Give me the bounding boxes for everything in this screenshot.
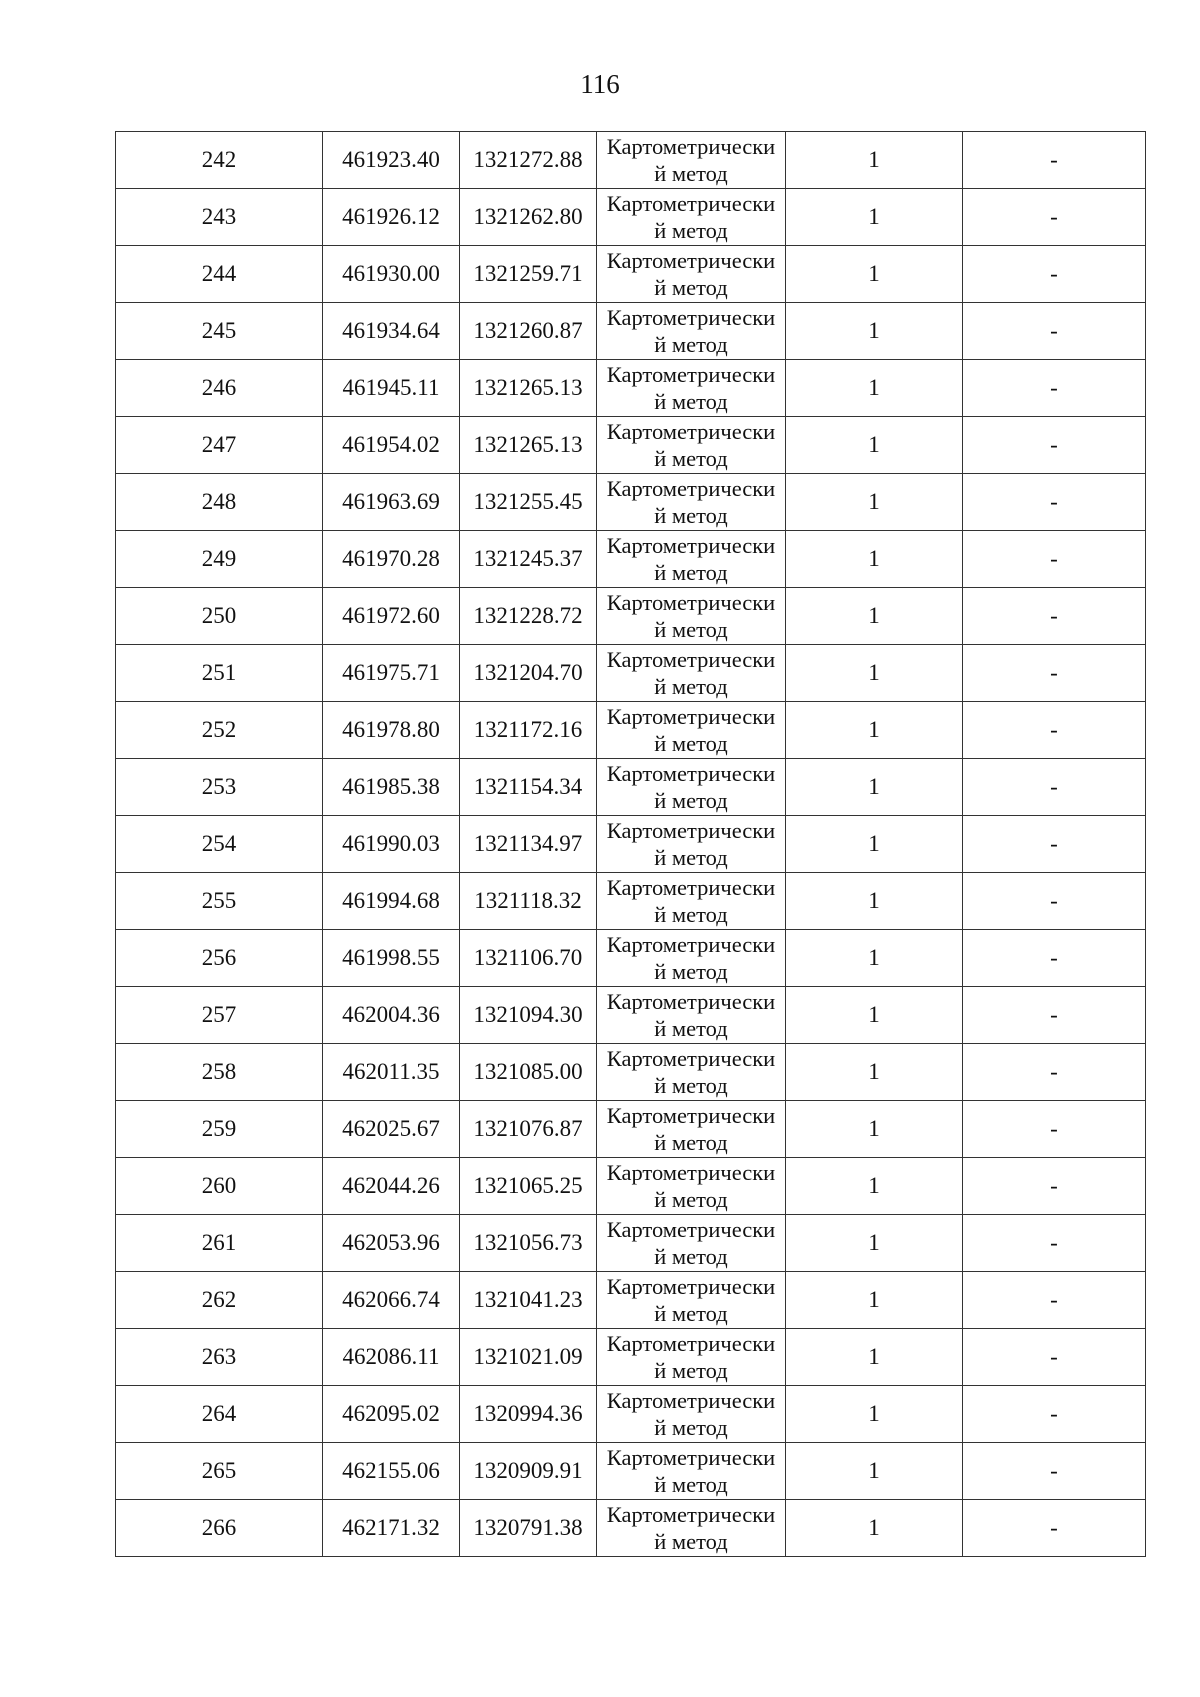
cell-x-coordinate: 461998.55 [323, 930, 460, 987]
cell-method: Картометрически й метод [597, 1443, 786, 1500]
table-row [116, 1101, 1146, 1158]
cell-method: Картометрически й метод [597, 930, 786, 987]
cell-y-coordinate: 1321056.73 [460, 1215, 597, 1272]
cell-point-number: 249 [116, 531, 323, 588]
cell-point-number: 242 [116, 132, 323, 189]
cell-x-coordinate: 462095.02 [323, 1386, 460, 1443]
cell-note: - [963, 702, 1146, 759]
cell-note: - [963, 645, 1146, 702]
cell-point-number: 261 [116, 1215, 323, 1272]
table-row [116, 1044, 1146, 1101]
cell-x-coordinate: 462011.35 [323, 1044, 460, 1101]
cell-note: - [963, 588, 1146, 645]
cell-x-coordinate: 461954.02 [323, 417, 460, 474]
cell-method: Картометрически й метод [597, 360, 786, 417]
cell-accuracy: 1 [786, 588, 963, 645]
table-row [116, 360, 1146, 417]
table-row [116, 303, 1146, 360]
table-row [116, 759, 1146, 816]
cell-point-number: 263 [116, 1329, 323, 1386]
cell-method: Картометрически й метод [597, 1101, 786, 1158]
cell-y-coordinate: 1321172.16 [460, 702, 597, 759]
cell-accuracy: 1 [786, 1500, 963, 1557]
cell-x-coordinate: 461994.68 [323, 873, 460, 930]
cell-note: - [963, 246, 1146, 303]
cell-note: - [963, 1044, 1146, 1101]
cell-y-coordinate: 1321272.88 [460, 132, 597, 189]
table-row [116, 702, 1146, 759]
cell-x-coordinate: 461970.28 [323, 531, 460, 588]
table-row [116, 246, 1146, 303]
cell-accuracy: 1 [786, 1386, 963, 1443]
table-row [116, 816, 1146, 873]
cell-y-coordinate: 1321265.13 [460, 360, 597, 417]
cell-note: - [963, 1443, 1146, 1500]
cell-point-number: 262 [116, 1272, 323, 1329]
cell-note: - [963, 1500, 1146, 1557]
cell-accuracy: 1 [786, 816, 963, 873]
table-row [116, 417, 1146, 474]
cell-accuracy: 1 [786, 1215, 963, 1272]
cell-x-coordinate: 461985.38 [323, 759, 460, 816]
cell-note: - [963, 132, 1146, 189]
cell-accuracy: 1 [786, 474, 963, 531]
cell-method: Картометрически й метод [597, 246, 786, 303]
table-row [116, 1386, 1146, 1443]
cell-accuracy: 1 [786, 1443, 963, 1500]
table-row [116, 930, 1146, 987]
cell-method: Картометрически й метод [597, 645, 786, 702]
cell-method: Картометрически й метод [597, 1386, 786, 1443]
cell-x-coordinate: 462086.11 [323, 1329, 460, 1386]
cell-x-coordinate: 462053.96 [323, 1215, 460, 1272]
cell-y-coordinate: 1321255.45 [460, 474, 597, 531]
cell-y-coordinate: 1321154.34 [460, 759, 597, 816]
cell-accuracy: 1 [786, 1158, 963, 1215]
cell-x-coordinate: 461978.80 [323, 702, 460, 759]
cell-y-coordinate: 1321065.25 [460, 1158, 597, 1215]
cell-method: Картометрически й метод [597, 1158, 786, 1215]
cell-x-coordinate: 462025.67 [323, 1101, 460, 1158]
table-row [116, 645, 1146, 702]
cell-accuracy: 1 [786, 930, 963, 987]
cell-point-number: 243 [116, 189, 323, 246]
cell-method: Картометрически й метод [597, 474, 786, 531]
cell-y-coordinate: 1321265.13 [460, 417, 597, 474]
table-row [116, 1329, 1146, 1386]
cell-method: Картометрически й метод [597, 417, 786, 474]
table-row [116, 588, 1146, 645]
cell-y-coordinate: 1321094.30 [460, 987, 597, 1044]
table-row [116, 1215, 1146, 1272]
cell-accuracy: 1 [786, 1101, 963, 1158]
cell-accuracy: 1 [786, 645, 963, 702]
table-row [116, 1443, 1146, 1500]
cell-x-coordinate: 461923.40 [323, 132, 460, 189]
cell-y-coordinate: 1321245.37 [460, 531, 597, 588]
cell-x-coordinate: 462004.36 [323, 987, 460, 1044]
cell-method: Картометрически й метод [597, 1215, 786, 1272]
table-row [116, 873, 1146, 930]
cell-x-coordinate: 462171.32 [323, 1500, 460, 1557]
cell-note: - [963, 531, 1146, 588]
cell-accuracy: 1 [786, 702, 963, 759]
cell-point-number: 247 [116, 417, 323, 474]
cell-y-coordinate: 1321118.32 [460, 873, 597, 930]
cell-method: Картометрически й метод [597, 987, 786, 1044]
cell-point-number: 256 [116, 930, 323, 987]
cell-point-number: 246 [116, 360, 323, 417]
cell-accuracy: 1 [786, 417, 963, 474]
cell-point-number: 252 [116, 702, 323, 759]
table-row [116, 987, 1146, 1044]
cell-method: Картометрически й метод [597, 816, 786, 873]
cell-x-coordinate: 462155.06 [323, 1443, 460, 1500]
cell-accuracy: 1 [786, 360, 963, 417]
cell-accuracy: 1 [786, 1044, 963, 1101]
cell-x-coordinate: 461945.11 [323, 360, 460, 417]
cell-point-number: 251 [116, 645, 323, 702]
cell-note: - [963, 417, 1146, 474]
cell-accuracy: 1 [786, 1329, 963, 1386]
cell-point-number: 265 [116, 1443, 323, 1500]
cell-accuracy: 1 [786, 531, 963, 588]
cell-y-coordinate: 1321259.71 [460, 246, 597, 303]
cell-point-number: 264 [116, 1386, 323, 1443]
cell-x-coordinate: 461972.60 [323, 588, 460, 645]
cell-note: - [963, 303, 1146, 360]
cell-accuracy: 1 [786, 873, 963, 930]
cell-method: Картометрически й метод [597, 1044, 786, 1101]
cell-y-coordinate: 1321204.70 [460, 645, 597, 702]
cell-point-number: 255 [116, 873, 323, 930]
cell-x-coordinate: 462044.26 [323, 1158, 460, 1215]
cell-y-coordinate: 1320909.91 [460, 1443, 597, 1500]
cell-accuracy: 1 [786, 132, 963, 189]
cell-y-coordinate: 1320791.38 [460, 1500, 597, 1557]
cell-y-coordinate: 1321085.00 [460, 1044, 597, 1101]
cell-point-number: 266 [116, 1500, 323, 1557]
table-row [116, 1500, 1146, 1557]
table-row [116, 132, 1146, 189]
cell-accuracy: 1 [786, 759, 963, 816]
cell-note: - [963, 1215, 1146, 1272]
table-row [116, 1272, 1146, 1329]
cell-point-number: 250 [116, 588, 323, 645]
cell-note: - [963, 360, 1146, 417]
cell-method: Картометрически й метод [597, 531, 786, 588]
coordinates-table-body [116, 132, 1146, 1557]
cell-point-number: 260 [116, 1158, 323, 1215]
cell-note: - [963, 1386, 1146, 1443]
cell-note: - [963, 816, 1146, 873]
cell-x-coordinate: 461975.71 [323, 645, 460, 702]
page-number: 116 [580, 69, 620, 99]
cell-note: - [963, 1158, 1146, 1215]
cell-method: Картометрически й метод [597, 1329, 786, 1386]
cell-point-number: 254 [116, 816, 323, 873]
cell-note: - [963, 930, 1146, 987]
table-row [116, 189, 1146, 246]
cell-method: Картометрически й метод [597, 189, 786, 246]
cell-y-coordinate: 1321106.70 [460, 930, 597, 987]
cell-method: Картометрически й метод [597, 588, 786, 645]
cell-point-number: 253 [116, 759, 323, 816]
cell-y-coordinate: 1321021.09 [460, 1329, 597, 1386]
cell-note: - [963, 189, 1146, 246]
cell-accuracy: 1 [786, 1272, 963, 1329]
cell-accuracy: 1 [786, 189, 963, 246]
cell-y-coordinate: 1321260.87 [460, 303, 597, 360]
cell-point-number: 244 [116, 246, 323, 303]
cell-method: Картометрически й метод [597, 1272, 786, 1329]
cell-method: Картометрически й метод [597, 303, 786, 360]
cell-note: - [963, 759, 1146, 816]
cell-x-coordinate: 461990.03 [323, 816, 460, 873]
cell-note: - [963, 1101, 1146, 1158]
table-row [116, 1158, 1146, 1215]
table-row [116, 474, 1146, 531]
cell-method: Картометрически й метод [597, 1500, 786, 1557]
cell-x-coordinate: 461930.00 [323, 246, 460, 303]
cell-point-number: 248 [116, 474, 323, 531]
cell-accuracy: 1 [786, 246, 963, 303]
cell-accuracy: 1 [786, 987, 963, 1044]
cell-y-coordinate: 1321076.87 [460, 1101, 597, 1158]
cell-point-number: 245 [116, 303, 323, 360]
cell-y-coordinate: 1321041.23 [460, 1272, 597, 1329]
cell-method: Картометрически й метод [597, 873, 786, 930]
cell-x-coordinate: 462066.74 [323, 1272, 460, 1329]
cell-y-coordinate: 1321228.72 [460, 588, 597, 645]
cell-x-coordinate: 461934.64 [323, 303, 460, 360]
cell-y-coordinate: 1321134.97 [460, 816, 597, 873]
cell-method: Картометрически й метод [597, 759, 786, 816]
cell-x-coordinate: 461963.69 [323, 474, 460, 531]
cell-note: - [963, 474, 1146, 531]
cell-method: Картометрически й метод [597, 132, 786, 189]
cell-y-coordinate: 1321262.80 [460, 189, 597, 246]
cell-method: Картометрически й метод [597, 702, 786, 759]
cell-point-number: 257 [116, 987, 323, 1044]
coordinates-table [115, 131, 1146, 1557]
cell-point-number: 258 [116, 1044, 323, 1101]
cell-note: - [963, 1329, 1146, 1386]
cell-note: - [963, 987, 1146, 1044]
table-row [116, 531, 1146, 588]
cell-note: - [963, 1272, 1146, 1329]
cell-accuracy: 1 [786, 303, 963, 360]
cell-x-coordinate: 461926.12 [323, 189, 460, 246]
cell-y-coordinate: 1320994.36 [460, 1386, 597, 1443]
cell-note: - [963, 873, 1146, 930]
cell-point-number: 259 [116, 1101, 323, 1158]
